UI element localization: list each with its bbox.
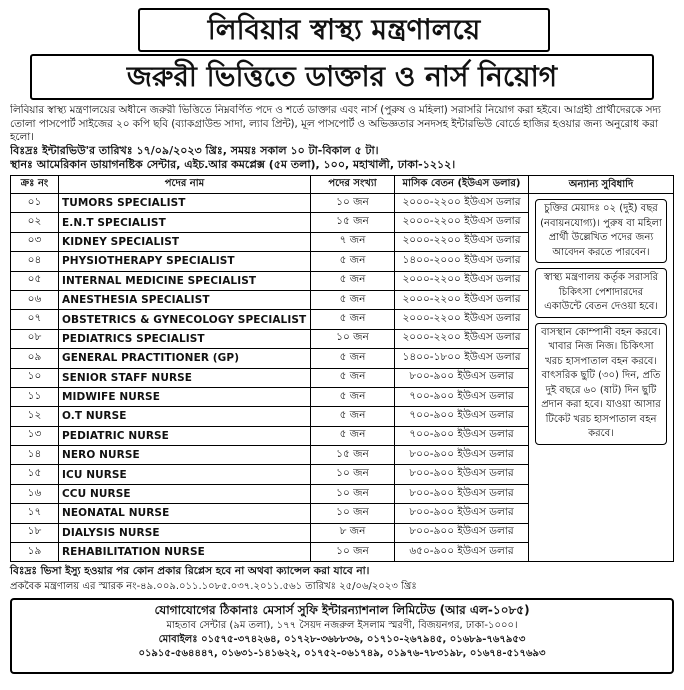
- row-post-name: CCU NURSE: [59, 484, 311, 503]
- row-salary: ৮০০-৯০০ ইউএস ডলার: [395, 465, 529, 484]
- row-serial: ১৫: [11, 465, 59, 484]
- contact-title: যোগাযোগের ঠিকানাঃ মেসার্স সুফি ইন্টারন্যাশনাল লিমিটেড (আর এল-১০৮৫): [154, 603, 530, 618]
- row-serial: ১২: [11, 407, 59, 426]
- table-row: [11, 484, 529, 503]
- row-serial: ০২: [11, 213, 59, 232]
- table-row: [11, 368, 529, 387]
- row-post-name: DIALYSIS NURSE: [59, 523, 311, 542]
- row-post-count: ১০ জন: [311, 484, 395, 503]
- row-post-name: OBSTETRICS & GYNECOLOGY SPECIALIST: [59, 310, 311, 329]
- header-serial: ক্রঃ নং: [11, 176, 59, 194]
- row-serial: ১৯: [11, 543, 59, 562]
- row-serial: ০৭: [11, 310, 59, 329]
- table-row: [11, 543, 529, 562]
- row-post-count: ৫ জন: [311, 407, 395, 426]
- row-serial: ০১: [11, 194, 59, 213]
- table-row: [11, 426, 529, 445]
- table-row: [11, 387, 529, 406]
- row-salary: ৮০০-৯০০ ইউএস ডলার: [395, 504, 529, 523]
- row-salary: ৮০০-৯০০ ইউএস ডলার: [395, 368, 529, 387]
- row-post-count: ১০ জন: [311, 329, 395, 348]
- row-post-count: ১৫ জন: [311, 446, 395, 465]
- row-serial: ১৬: [11, 484, 59, 503]
- row-post-count: ৭ জন: [311, 232, 395, 251]
- table-row: [11, 504, 529, 523]
- row-post-count: ৫ জন: [311, 271, 395, 290]
- row-post-name: INTERNAL MEDICINE SPECIALIST: [59, 271, 311, 290]
- row-salary: ২০০০-২২০০ ইউএস ডলার: [395, 213, 529, 232]
- table-row: [11, 290, 529, 309]
- row-salary: ৮০০-৯০০ ইউএস ডলার: [395, 484, 529, 503]
- row-post-count: ১০ জন: [311, 543, 395, 562]
- row-post-name: NEONATAL NURSE: [59, 504, 311, 523]
- row-serial: ১৮: [11, 523, 59, 542]
- row-post-name: ICU NURSE: [59, 465, 311, 484]
- contact-address: মাহতাব সেন্টার (৯ম তলা), ১৭৭ সৈয়দ নজরুল ইসলাম স্মরণী, বিজয়নগর, ঢাকা-১০০০।: [166, 620, 518, 632]
- header-salary: মাসিক বেতন (ইউএস ডলার): [395, 176, 529, 194]
- row-serial: ১৪: [11, 446, 59, 465]
- row-post-count: ১৫ জন: [311, 213, 395, 232]
- row-serial: ০৮: [11, 329, 59, 348]
- row-salary: ১৪০০-২০০০ ইউএস ডলার: [395, 252, 529, 271]
- header-post-name: পদের নাম: [59, 176, 311, 194]
- row-post-name: GENERAL PRACTITIONER (GP): [59, 349, 311, 368]
- benefit-contract: চুক্তির মেয়াদঃ ০২ (দুই) বছর (নবায়নযোগ্য)। পুরুষ বা মহিলা প্রার্থী উল্লেখিত পদের জন্য আবেদন করতে পারবেন।: [535, 199, 667, 263]
- row-post-count: ৫ জন: [311, 387, 395, 406]
- header-benefits: অন্যান্য সুবিধাদি: [529, 176, 673, 194]
- row-post-count: ৫ জন: [311, 426, 395, 445]
- intro-paragraph: লিবিয়ার স্বাস্থ্য মন্ত্রণালয়ের অধীনে জরুরী ভিত্তিতে নিম্নবর্ণিত পদে ও শর্তে ডাক্তার এবং নার্স (পুরুষ ও মহিলা) সরাসরি নিয়োগ করা হইবে। আগ্রহী প্রার্থীদেরকে সদ্য তোলা পাসপোর্ট সাইজের ২০ কপি ছবি (ব্যাকগ্রাউন্ড সাদা, ল্যাব প্রিন্ট), মূল পাসপোর্ট ও অভিজ্ঞতার সনদসহ ইন্টারভিউ বোর্ডে হাজির হওয়ার জন্য অনুরোধ করা হলো।: [10, 104, 661, 143]
- row-post-name: MIDWIFE NURSE: [59, 387, 311, 406]
- row-salary: ২০০০-২২০০ ইউএস ডলার: [395, 329, 529, 348]
- table-row: [11, 271, 529, 290]
- row-serial: ০৬: [11, 290, 59, 309]
- row-salary: ৭০০-৯০০ ইউএস ডলার: [395, 426, 529, 445]
- row-salary: ৭০০-৯০০ ইউএস ডলার: [395, 407, 529, 426]
- visa-note: বিঃদ্রঃ ভিসা ইস্যু হওয়ার পর কোন প্রকার রিপ্লেস হবে না অথবা ক্যান্সেল করা যাবে না।: [10, 565, 370, 578]
- row-salary: ২০০০-২২০০ ইউএস ডলার: [395, 290, 529, 309]
- row-serial: ০৯: [11, 349, 59, 368]
- benefit-accommodation: বাসস্থান কোম্পানী বহন করবে। খাবার নিজ নিজ। চিকিৎসা খরচ হাসপাতাল বহন করবে। বাৎসরিক ছুটি (৩০) দিন, প্রতি দুই বছরে ৬০ (ষাট) দিন ছুটি প্রদান করা হবে। যাওয়া আসার টিকেট খরচ হাসপাতাল বহন করবে।: [535, 323, 667, 445]
- title-line-1: লিবিয়ার স্বাস্থ্য মন্ত্রণালয়ে: [138, 8, 550, 52]
- row-salary: ৮০০-৯০০ ইউএস ডলার: [395, 523, 529, 542]
- table-header-row: [11, 176, 529, 194]
- row-salary: ৬৫০-৯০০ ইউএস ডলার: [395, 543, 529, 562]
- row-serial: ০৪: [11, 252, 59, 271]
- table-row: [11, 310, 529, 329]
- table-row: [11, 232, 529, 251]
- row-post-name: TUMORS SPECIALIST: [59, 194, 311, 213]
- row-post-name: O.T NURSE: [59, 407, 311, 426]
- row-serial: ১১: [11, 387, 59, 406]
- posts-section: [10, 175, 674, 562]
- row-post-count: ৫ জন: [311, 310, 395, 329]
- table-row: [11, 349, 529, 368]
- header-post-count: পদের সংখ্যা: [311, 176, 395, 194]
- table-row: [11, 252, 529, 271]
- row-serial: ১৩: [11, 426, 59, 445]
- row-post-count: ৫ জন: [311, 252, 395, 271]
- row-salary: ২০০০-২২০০ ইউএস ডলার: [395, 194, 529, 213]
- row-post-count: ১০ জন: [311, 465, 395, 484]
- row-post-name: E.N.T SPECIALIST: [59, 213, 311, 232]
- interview-venue: স্থানঃ আমেরিকান ডায়াগনষ্টিক সেন্টার, এইচ.আর কমপ্লেক্স (৫ম তলা), ১০০, মহাখালী, ঢাকা-১২১২।: [10, 158, 456, 171]
- row-post-count: ৫ জন: [311, 349, 395, 368]
- benefit-salary-payment: স্বাস্থ্য মন্ত্রণালয় কর্তৃক সরাসরি চিকিৎসা পেশাদারদের একাউন্টে বেতন দেওয়া হবে।: [535, 268, 667, 318]
- table-row: [11, 194, 529, 213]
- row-salary: ২০০০-২২০০ ইউএস ডলার: [395, 232, 529, 251]
- row-post-name: ANESTHESIA SPECIALIST: [59, 290, 311, 309]
- row-serial: ১০: [11, 368, 59, 387]
- table-row: [11, 213, 529, 232]
- row-salary: ৭০০-৯০০ ইউএস ডলার: [395, 387, 529, 406]
- row-post-count: ৫ জন: [311, 368, 395, 387]
- contact-phones-1: মোবাইলঃ ০১৫৭৫-৩৭৪২৬৪, ০১৭২৮-৩৬৮৮৩৬, ০১৭১০-২৬৭৯৪৫, ০১৬৮৯-৭৬৭৯৫৩: [158, 634, 526, 646]
- row-salary: ২০০০-২২০০ ইউএস ডলার: [395, 271, 529, 290]
- table-row: [11, 407, 529, 426]
- header: [10, 8, 674, 100]
- row-post-count: ৮ জন: [311, 523, 395, 542]
- row-post-name: KIDNEY SPECIALIST: [59, 232, 311, 251]
- row-salary: ২০০০-২২০০ ইউএস ডলার: [395, 310, 529, 329]
- table-row: [11, 329, 529, 348]
- ministry-reference: প্রকবৈক মন্ত্রণালয় এর স্মারক নং-৪৯.০০৯.০১১.১০৮৫.০৩৭.২০১১.৫৬১ তারিখঃ ২৫/০৬/২০২৩ খ্রিঃ: [10, 581, 417, 593]
- benefits-column: [529, 175, 674, 562]
- table-row: [11, 465, 529, 484]
- posts-table: [10, 175, 529, 562]
- row-post-count: ১০ জন: [311, 194, 395, 213]
- row-salary: ১৪০০-১৮০০ ইউএস ডলার: [395, 349, 529, 368]
- row-salary: ৮০০-৯০০ ইউএস ডলার: [395, 446, 529, 465]
- table-row: [11, 523, 529, 542]
- row-serial: ১৭: [11, 504, 59, 523]
- row-post-count: ১০ জন: [311, 504, 395, 523]
- contact-phones-2: ০১৯১৫-৫৬৪৪৪৭, ০১৬৩১-১৪১৬২২, ০১৭৫২-০৬১৭৪৯, ০১৯৭৬-৭৮৩১৯৮, ০১৬৭৪-৫১৭৬৯৩: [138, 648, 546, 660]
- contact-box: [10, 598, 674, 674]
- row-post-count: ৫ জন: [311, 290, 395, 309]
- row-serial: ০৩: [11, 232, 59, 251]
- title-line-2: জরুরী ভিত্তিতে ডাক্তার ও নার্স নিয়োগ: [30, 54, 654, 100]
- row-post-name: NERO NURSE: [59, 446, 311, 465]
- row-serial: ০৫: [11, 271, 59, 290]
- row-post-name: PHYSIOTHERAPY SPECIALIST: [59, 252, 311, 271]
- row-post-name: SENIOR STAFF NURSE: [59, 368, 311, 387]
- table-row: [11, 446, 529, 465]
- job-advertisement: [10, 8, 674, 684]
- interview-date: বিঃদ্রঃ ইন্টারভিউ'র তারিখঃ ১৭/০৯/২০২৩ খ্রিঃ, সময়ঃ সকাল ১০ টা-বিকাল ৫ টা।: [10, 144, 379, 157]
- row-post-name: REHABILITATION NURSE: [59, 543, 311, 562]
- table-body: [11, 194, 529, 562]
- row-post-name: PEDIATRIC NURSE: [59, 426, 311, 445]
- row-post-name: PEDIATRICS SPECIALIST: [59, 329, 311, 348]
